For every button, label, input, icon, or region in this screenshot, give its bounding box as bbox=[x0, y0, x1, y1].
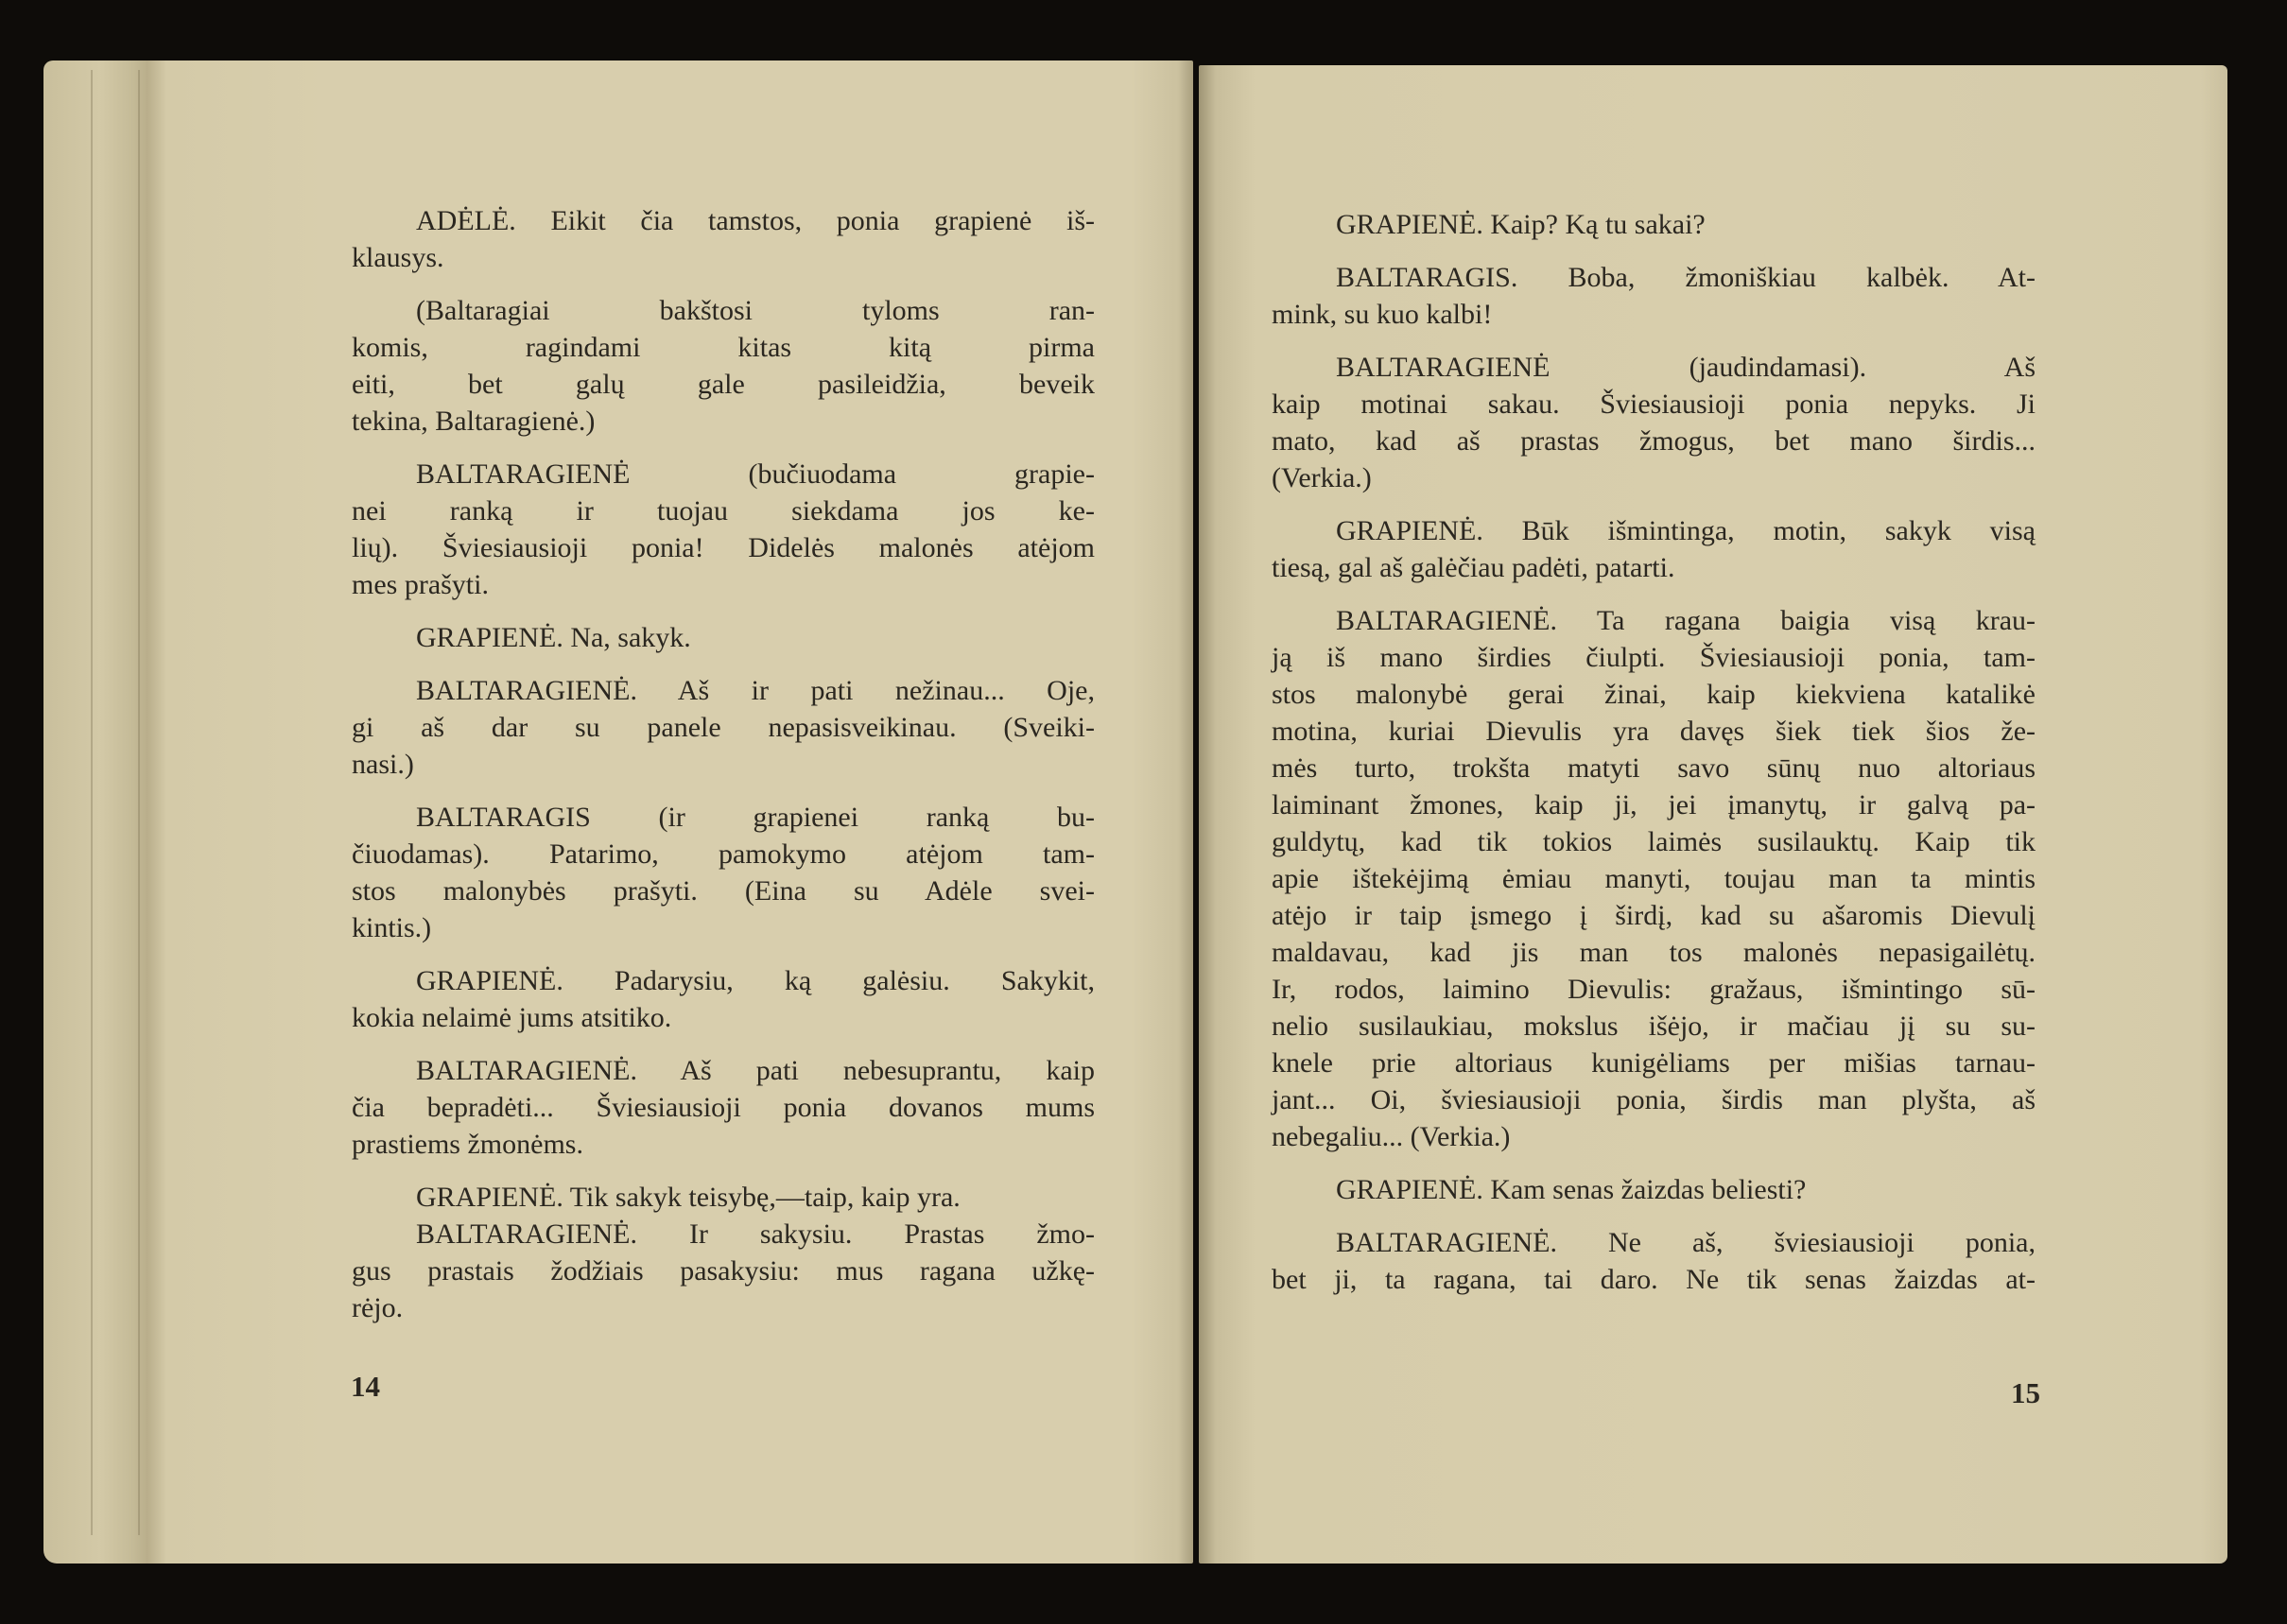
text-line: maldavau, kad jis man tos malonės nepasigailėtų. bbox=[1272, 937, 2036, 968]
text-line: gus prastais žodžiais pasakysiu: mus ragana užkę- bbox=[352, 1255, 1095, 1287]
text-line: kaip motinai sakau. Šviesiausioji ponia nepyks. Ji bbox=[1272, 389, 2036, 420]
text-line: BALTARAGIENĖ. Ir sakysiu. Prastas žmo- bbox=[416, 1218, 1095, 1250]
dialogue-paragraph bbox=[1272, 602, 2036, 1155]
text-line: mato, kad aš prastas žmogus, bet mano širdis... bbox=[1272, 425, 2036, 457]
dialogue-paragraph bbox=[352, 292, 1095, 440]
text-line: bet ji, ta ragana, tai daro. Ne tik senas žaizdas at- bbox=[1272, 1264, 2036, 1295]
page-edge-line bbox=[138, 70, 140, 1535]
text-line: ją iš mano širdies čiulpti. Šviesiausioji ponia, tam- bbox=[1272, 642, 2036, 673]
text-line: nelio susilaukiau, mokslus išėjo, ir mačiau jį su su- bbox=[1272, 1011, 2036, 1042]
text-line: GRAPIENĖ. Kaip? Ką tu sakai? bbox=[1336, 209, 1706, 240]
text-line: BALTARAGIENĖ (jaudindamasi). Aš bbox=[1336, 352, 2036, 383]
text-line: BALTARAGIS (ir grapienei ranką bu- bbox=[416, 802, 1095, 833]
dialogue-paragraph bbox=[1272, 206, 2036, 243]
text-line: GRAPIENĖ. Tik sakyk teisybę,—taip, kaip yra. bbox=[416, 1182, 961, 1213]
text-line: klausys. bbox=[352, 242, 444, 273]
text-line: knele prie altoriaus kunigėliams per mišias tarnau- bbox=[1272, 1047, 2036, 1079]
text-line: GRAPIENĖ. Padarysiu, ką galėsiu. Sakykit, bbox=[416, 965, 1095, 996]
dialogue-paragraph bbox=[352, 672, 1095, 783]
page-number-right: 15 bbox=[2011, 1376, 2040, 1409]
text-line: (Verkia.) bbox=[1272, 462, 1372, 493]
left-page-text bbox=[352, 202, 1095, 1342]
text-line: kintis.) bbox=[352, 912, 432, 943]
text-line: BALTARAGIENĖ. Ta ragana baigia visą krau- bbox=[1336, 605, 2036, 636]
text-line: BALTARAGIENĖ. Ne aš, šviesiausioji ponia, bbox=[1336, 1227, 2036, 1258]
text-line: komis, ragindami kitas kitą pirma bbox=[352, 332, 1095, 363]
text-line: (Baltaragiai bakštosi tyloms ran- bbox=[416, 295, 1095, 326]
text-line: stos malonybės prašyti. (Eina su Adėle svei- bbox=[352, 875, 1095, 907]
text-line: mink, su kuo kalbi! bbox=[1272, 299, 1493, 330]
text-line: stos malonybė gerai žinai, kaip kiekviena katalikė bbox=[1272, 679, 2036, 710]
dialogue-paragraph bbox=[352, 202, 1095, 276]
text-line: gi aš dar su panele nepasisveikinau. (Sveiki- bbox=[352, 712, 1095, 743]
text-line: jant... Oi, šviesiausioji ponia, širdis man plyšta, aš bbox=[1272, 1084, 2036, 1115]
text-line: mes prašyti. bbox=[352, 569, 489, 600]
dialogue-paragraph bbox=[352, 456, 1095, 603]
text-line: BALTARAGIENĖ. Aš ir pati nežinau... Oje, bbox=[416, 675, 1095, 706]
text-line: prastiems žmonėms. bbox=[352, 1129, 583, 1160]
dialogue-paragraph bbox=[352, 1179, 1095, 1216]
dialogue-paragraph bbox=[352, 619, 1095, 656]
dialogue-paragraph bbox=[1272, 1224, 2036, 1298]
page-edge-line bbox=[91, 70, 93, 1535]
dialogue-paragraph bbox=[1272, 512, 2036, 586]
right-page-text bbox=[1272, 206, 2036, 1314]
dialogue-paragraph bbox=[352, 1216, 1095, 1326]
text-line: GRAPIENĖ. Na, sakyk. bbox=[416, 622, 691, 653]
text-line: nei ranką ir tuojau siekdama jos ke- bbox=[352, 495, 1095, 527]
text-line: Ir, rodos, laimino Dievulis: gražaus, išmintingo sū- bbox=[1272, 974, 2036, 1005]
text-line: lių). Šviesiausioji ponia! Didelės malonės atėjom bbox=[352, 532, 1095, 563]
text-line: BALTARAGIS. Boba, žmoniškiau kalbėk. At- bbox=[1336, 262, 2036, 293]
text-line: nasi.) bbox=[352, 749, 414, 780]
text-line: tekina, Baltaragienė.) bbox=[352, 406, 596, 437]
dialogue-paragraph bbox=[352, 799, 1095, 946]
text-line: nebegaliu... (Verkia.) bbox=[1272, 1121, 1511, 1152]
text-line: ADĖLĖ. Eikit čia tamstos, ponia grapienė iš- bbox=[416, 205, 1095, 236]
text-line: motina, kuriai Dievulis yra davęs šiek tiek šios že- bbox=[1272, 716, 2036, 747]
dialogue-paragraph bbox=[1272, 259, 2036, 333]
page-number-left: 14 bbox=[351, 1370, 380, 1403]
dialogue-paragraph bbox=[1272, 349, 2036, 496]
dialogue-paragraph bbox=[1272, 1171, 2036, 1208]
text-line: GRAPIENĖ. Kam senas žaizdas beliesti? bbox=[1336, 1174, 1807, 1205]
text-line: tiesą, gal aš galėčiau padėti, patarti. bbox=[1272, 552, 1675, 583]
text-line: atėjo ir taip įsmego į širdį, kad su ašaromis Dievulį bbox=[1272, 900, 2036, 931]
text-line: mės turto, trokšta matyti savo sūnų nuo altoriaus bbox=[1272, 752, 2036, 784]
text-line: GRAPIENĖ. Būk išmintinga, motin, sakyk visą bbox=[1336, 515, 2036, 546]
dialogue-paragraph bbox=[352, 962, 1095, 1036]
text-line: kokia nelaimė jums atsitiko. bbox=[352, 1002, 672, 1033]
text-line: apie ištekėjimą ėmiau manyti, toujau man ta mintis bbox=[1272, 863, 2036, 894]
text-line: čia bepradėti... Šviesiausioji ponia dovanos mums bbox=[352, 1092, 1095, 1123]
text-line: laiminant žmones, kaip ji, jei įmanytų, ir galvą pa- bbox=[1272, 789, 2036, 821]
text-line: BALTARAGIENĖ. Aš pati nebesuprantu, kaip bbox=[416, 1055, 1095, 1086]
text-line: rėjo. bbox=[352, 1292, 404, 1323]
dialogue-paragraph bbox=[352, 1052, 1095, 1163]
text-line: guldytų, kad tik tokios laimės susilauktų. Kaip tik bbox=[1272, 826, 2036, 857]
text-line: čiuodamas). Patarimo, pamokymo atėjom tam- bbox=[352, 838, 1095, 870]
text-line: BALTARAGIENĖ (bučiuodama grapie- bbox=[416, 458, 1095, 490]
text-line: eiti, bet galų gale pasileidžia, beveik bbox=[352, 369, 1095, 400]
